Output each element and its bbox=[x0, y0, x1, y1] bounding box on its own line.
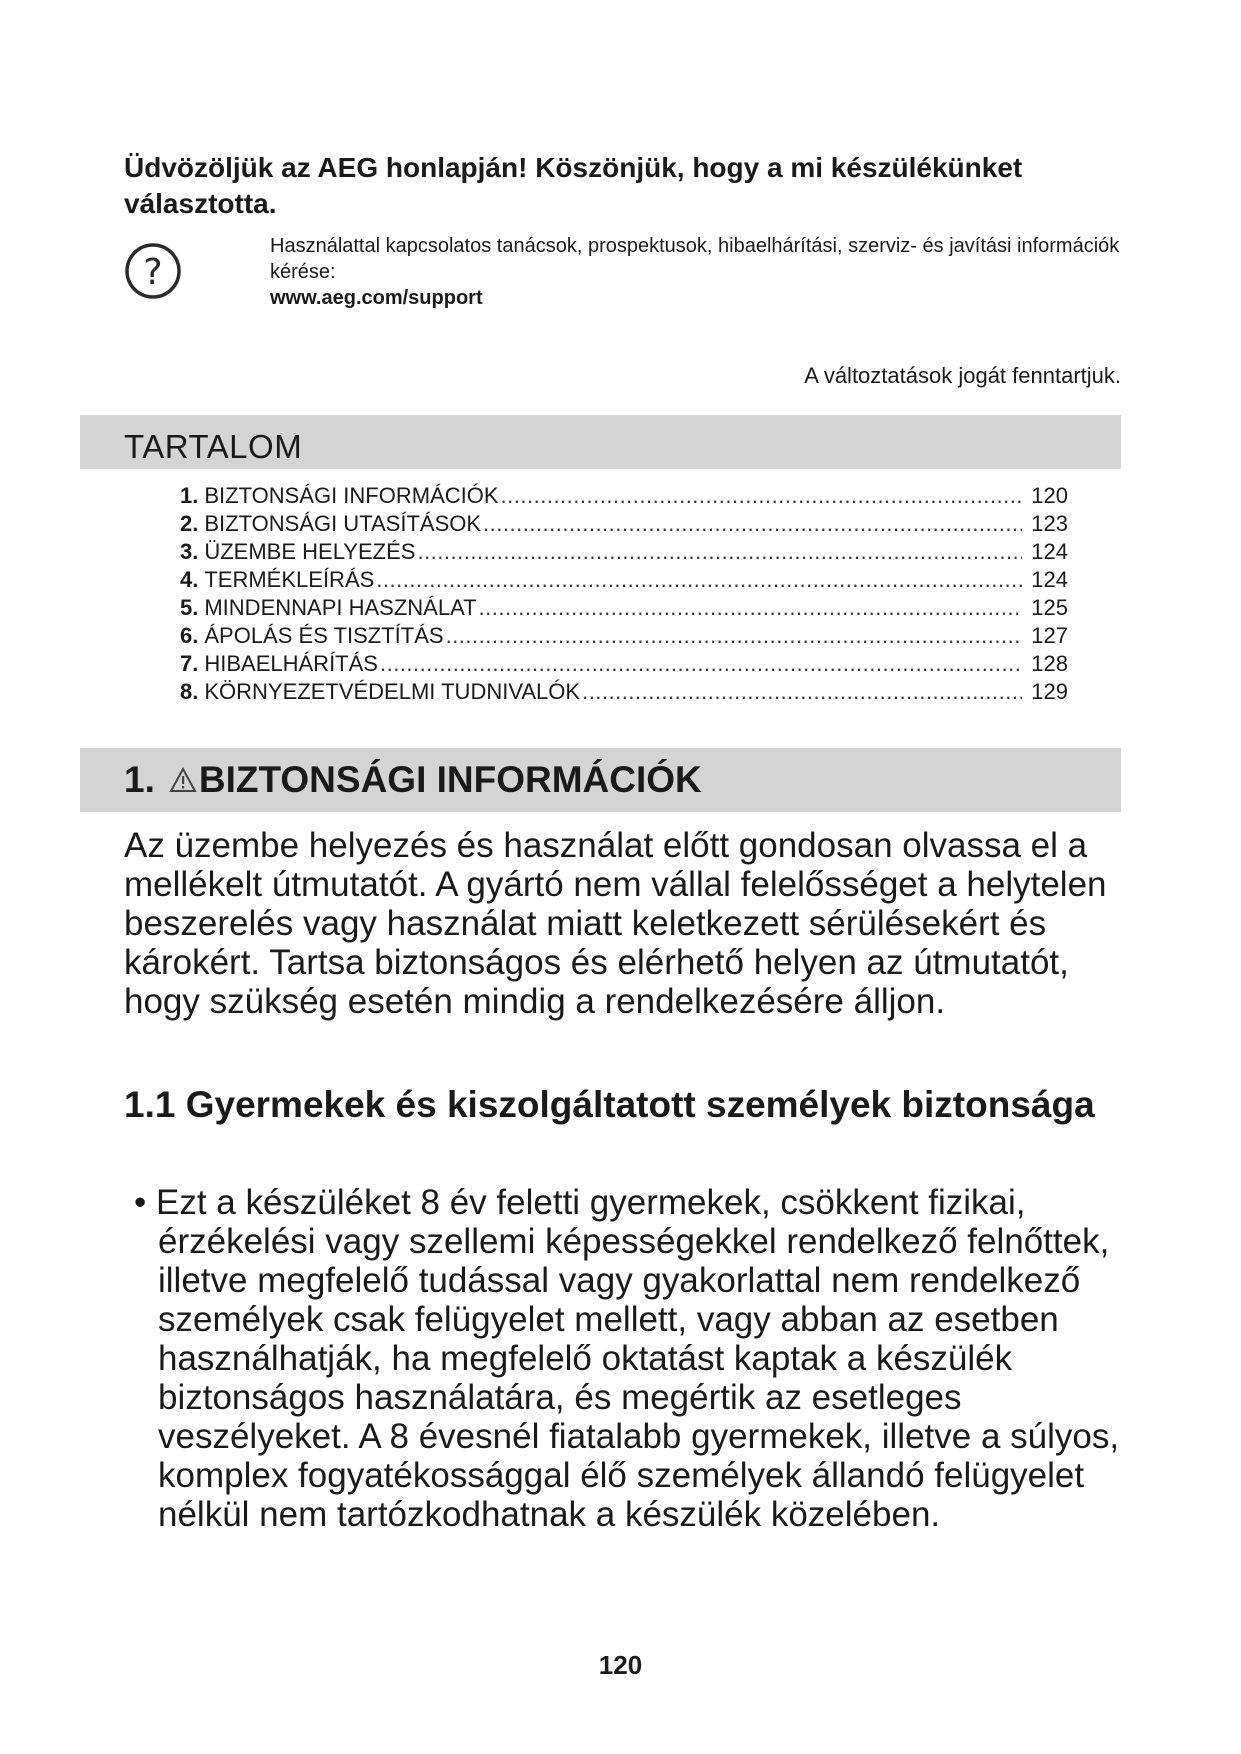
toc-item-label: BIZTONSÁGI UTASÍTÁSOK bbox=[204, 511, 482, 536]
toc-item-number: 6. bbox=[180, 623, 199, 648]
toc-leader-dots bbox=[483, 510, 1022, 538]
toc-item[interactable] bbox=[180, 538, 1068, 566]
support-info bbox=[270, 233, 1130, 311]
toc-header-band bbox=[80, 415, 1121, 469]
toc-item[interactable] bbox=[180, 482, 1068, 510]
toc-item-label: HIBAELHÁRÍTÁS bbox=[204, 651, 378, 676]
toc-item-label: MINDENNAPI HASZNÁLAT bbox=[204, 595, 477, 620]
toc-item-label: ÁPOLÁS ÉS TISZTÍTÁS bbox=[204, 623, 444, 648]
toc-item-page: 127 bbox=[1031, 623, 1068, 648]
toc-item-number: 4. bbox=[180, 567, 199, 592]
toc-item-number: 7. bbox=[180, 651, 199, 676]
subsection-title: 1.1 Gyermekek és kiszolgáltatott személyek biztonsága bbox=[124, 1084, 1095, 1125]
toc-item[interactable] bbox=[180, 594, 1068, 622]
toc-item-page: 129 bbox=[1031, 679, 1068, 704]
question-mark-circle-icon bbox=[124, 242, 182, 300]
toc-item-label: KÖRNYEZETVÉDELMI TUDNIVALÓK bbox=[204, 679, 581, 704]
toc-leader-dots bbox=[501, 482, 1022, 510]
toc-item-label: TERMÉKLEÍRÁS bbox=[204, 567, 375, 592]
toc-leader-dots bbox=[446, 622, 1022, 650]
intro-paragraph: Az üzembe helyezés és használat előtt gondosan olvassa el a mellékelt útmutatót. A gyártó nem vállal felelősséget a helytelen beszerelés vagy használat miatt keletkezett sérülésekért és károkért. Tartsa biztonságos és elérhető helyen az útmutatót, hogy szükség esetén mindig a rendelkezésére álljon. bbox=[124, 826, 1107, 1021]
page-number: 120 bbox=[598, 1650, 643, 1680]
toc-item-page: 120 bbox=[1031, 483, 1068, 508]
toc-leader-dots bbox=[380, 650, 1022, 678]
toc-title: TARTALOM bbox=[124, 428, 303, 465]
rights-notice: A változtatások jogát fenntartjuk. bbox=[804, 363, 1121, 388]
toc-item-page: 124 bbox=[1031, 539, 1068, 564]
toc-item-label: ÜZEMBE HELYEZÉS bbox=[204, 539, 416, 564]
welcome-heading: Üdvözöljük az AEG honlapján! Köszönjük, hogy a mi készülékünket választotta. bbox=[124, 152, 1023, 219]
svg-text:?: ? bbox=[143, 252, 163, 293]
section-title bbox=[124, 758, 702, 802]
toc-item-page: 123 bbox=[1031, 511, 1068, 536]
toc-item[interactable] bbox=[180, 622, 1068, 650]
toc-item-number: 8. bbox=[180, 679, 199, 704]
toc-item[interactable] bbox=[180, 566, 1068, 594]
toc-leader-dots bbox=[417, 538, 1022, 566]
section-title-text: BIZTONSÁGI INFORMÁCIÓK bbox=[198, 759, 702, 800]
section-header-band bbox=[80, 748, 1121, 812]
toc-item-number: 3. bbox=[180, 539, 199, 564]
toc-leader-dots bbox=[479, 594, 1022, 622]
toc-item[interactable] bbox=[180, 510, 1068, 538]
toc-item-label: BIZTONSÁGI INFORMÁCIÓK bbox=[204, 483, 499, 508]
toc-item-number: 2. bbox=[180, 511, 199, 536]
toc-item[interactable] bbox=[180, 678, 1068, 706]
support-link[interactable]: www.aeg.com/support bbox=[270, 287, 483, 309]
toc-item-page: 128 bbox=[1031, 651, 1068, 676]
toc-leader-dots bbox=[376, 566, 1022, 594]
support-description: Használattal kapcsolatos tanácsok, prospektusok, hibaelhárítási, szerviz- és javítási információk kérése: bbox=[270, 235, 1120, 283]
section-number: 1. bbox=[124, 759, 155, 800]
toc-item-page: 124 bbox=[1031, 567, 1068, 592]
toc-item-number: 5. bbox=[180, 595, 199, 620]
toc-item[interactable] bbox=[180, 650, 1068, 678]
toc-leader-dots bbox=[582, 678, 1022, 706]
toc-item-number: 1. bbox=[180, 483, 199, 508]
toc-item-page: 125 bbox=[1031, 595, 1068, 620]
bullet-item: • Ezt a készüléket 8 év feletti gyermekek, csökkent fizikai, érzékelési vagy szellemi képességekkel rendelkező felnőttek, illetve megfelelő tudással vagy gyakorlattal nem rendelkező személyek csak felügyelet mellett, vagy abban az esetben használhatják, ha megfelelő oktatást kaptak a készülék biztonságos használatára, és megértik az esetleges veszélyeket. A 8 évesnél fiatalabb gyermekek, illetve a súlyos, komplex fogyatékossággal élő személyek állandó felügyelet nélkül nem tartózkodhatnak a készülék közelében. bbox=[134, 1183, 1120, 1534]
warning-triangle-icon bbox=[169, 767, 197, 793]
table-of-contents bbox=[180, 482, 1068, 706]
